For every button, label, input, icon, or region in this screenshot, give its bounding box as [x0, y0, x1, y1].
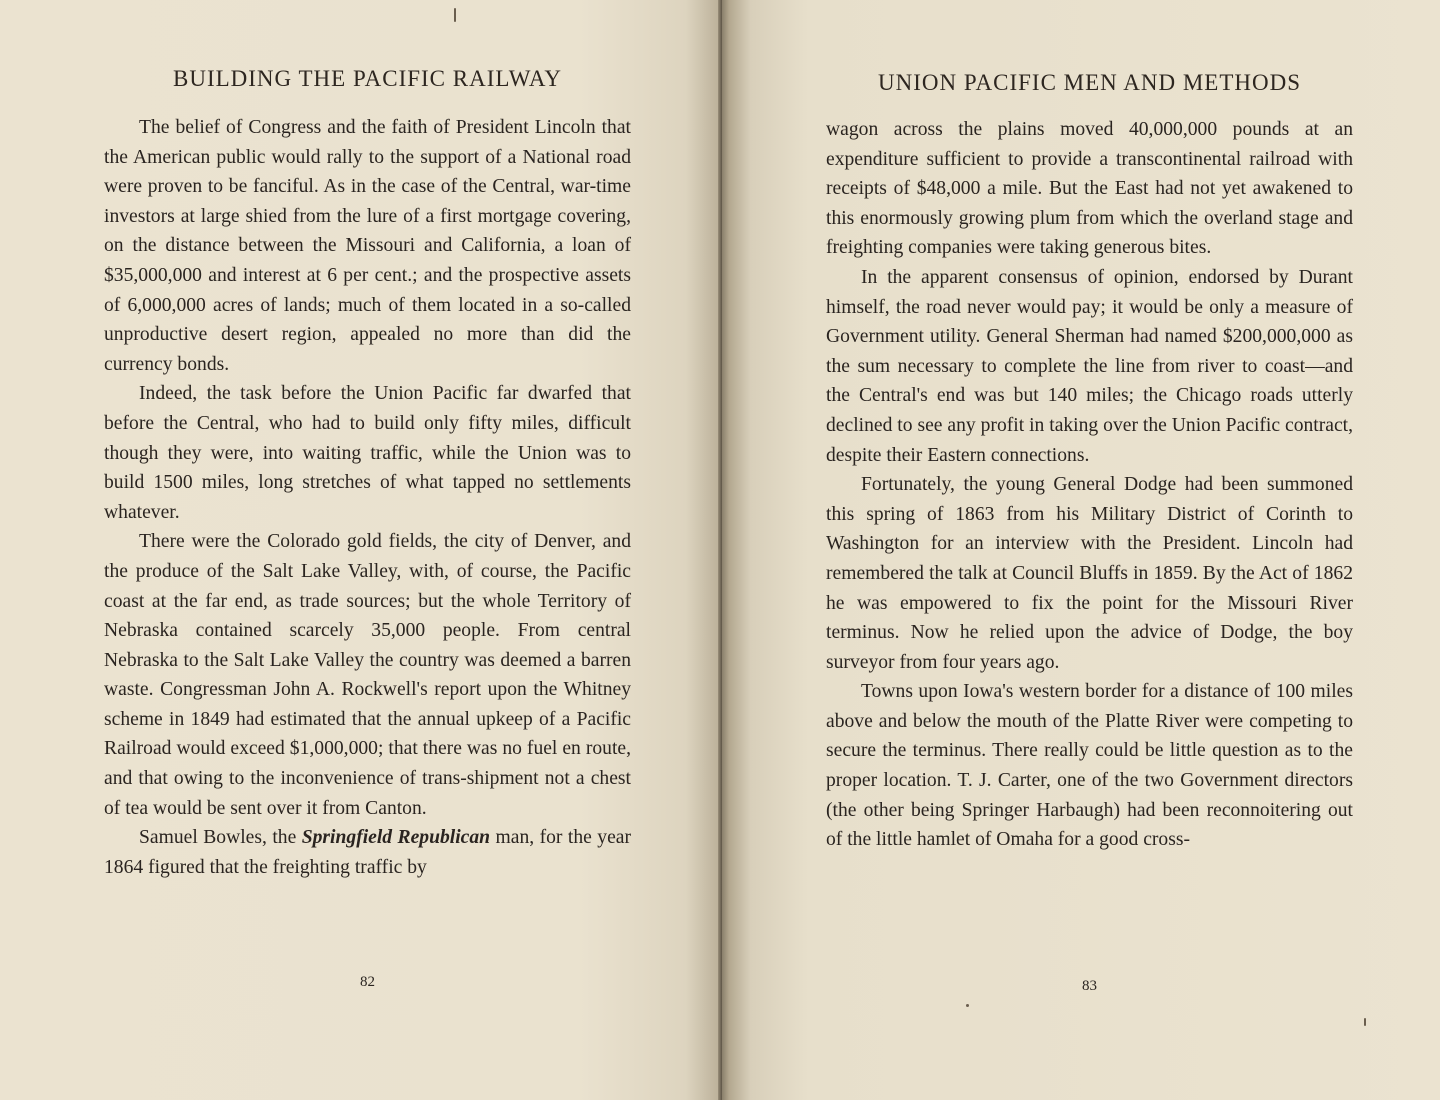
right-page-number: 83 [1082, 978, 1097, 994]
newspaper-title: Springfield Republican [301, 827, 491, 849]
right-paragraph-3: Fortunately, the young General Dodge had been summoned this spring of 1863 from his Military District of Corinth to Washington for an interview with the President. Lincoln had remembered the talk at Council Bluffs in 1859. By the Act of 1862 he was empowered to fix the point for the Missouri River terminus. Now he relied upon the advice of Dodge, the boy surveyor from four years ago. [826, 474, 1353, 673]
left-running-head: BUILDING THE PACIFIC RAILWAY [173, 66, 562, 91]
left-paragraph-4 [104, 823, 631, 882]
paper-speck [454, 8, 456, 22]
left-page-number: 82 [360, 974, 375, 990]
right-paragraph-2: In the apparent consensus of opinion, endorsed by Durant himself, the road never would pay; it would be only a measure of Government utility. General Sherman had named $200,000,000 as the sum necessary to complete the line from river to coast—and the Central's end was but 140 miles; the Chicago roads utterly declined to see any profit in taking over the Union Pacific contract, despite their Eastern connections. [826, 266, 1353, 466]
left-text-block [104, 113, 631, 882]
right-text-block [826, 115, 1353, 855]
paper-speck [966, 1004, 969, 1007]
left-paragraph-2: Indeed, the task before the Union Pacific far dwarfed that before the Central, who had to build only fifty miles, difficult though they were, into waiting traffic, while the Union was to build 1500 miles, long stretches of what tapped no settlements whatever. [104, 383, 631, 523]
paper-speck [1364, 1018, 1366, 1026]
left-paragraph-4-end: man, for the year 1864 figured that the freighting traffic by [104, 827, 631, 878]
right-paragraph-4: Towns upon Iowa's western border for a distance of 100 miles above and below the mouth of the Platte River were competing to secure the terminus. There really could be little question as to the proper location. T. J. Carter, one of the two Government directors (the other being Springer Harbaugh) had been reconnoitering out of the little hamlet of Omaha for a good cross- [826, 681, 1353, 851]
left-paragraph-1: The belief of Congress and the faith of President Lincoln that the American public would rally to the support of a National road were proven to be fanciful. As in the case of the Central, war-time investors at large shied from the lure of a first mortgage covering, on the distance between the Missouri and California, a loan of $35,000,000 and interest at 6 per cent.; and the prospective assets of 6,000,000 acres of lands; much of them located in a so-called unproductive desert region, appealed no more than did the currency bonds. [104, 117, 631, 375]
left-paragraph-3: There were the Colorado gold fields, the city of Denver, and the produce of the Salt Lake Valley, with, of course, the Pacific coast at the far end, as trade sources; but the whole Territory of Nebraska contained scarcely 35,000 people. From central Nebraska to the Salt Lake Valley the country was deemed a barren waste. Congressman John A. Rockwell's report upon the Whitney scheme in 1849 had estimated that the annual upkeep of a Pacific Railroad would exceed $1,000,000; that there was no fuel en route, and that owing to the inconvenience of trans-shipment not a chest of tea would be sent over it from Canton. [104, 531, 631, 819]
right-page [722, 0, 1440, 1100]
right-paragraph-1: wagon across the plains moved 40,000,000 pounds at an expenditure sufficient to provide a transcontinental railroad with receipts of $48,000 a mile. But the East had not yet awakened to this enormously growing plum from which the overland stage and freighting companies were taking generous bites. [826, 119, 1353, 259]
right-running-head: UNION PACIFIC MEN AND METHODS [877, 70, 1302, 95]
left-paragraph-4-start: Samuel Bowles, the [139, 827, 302, 849]
